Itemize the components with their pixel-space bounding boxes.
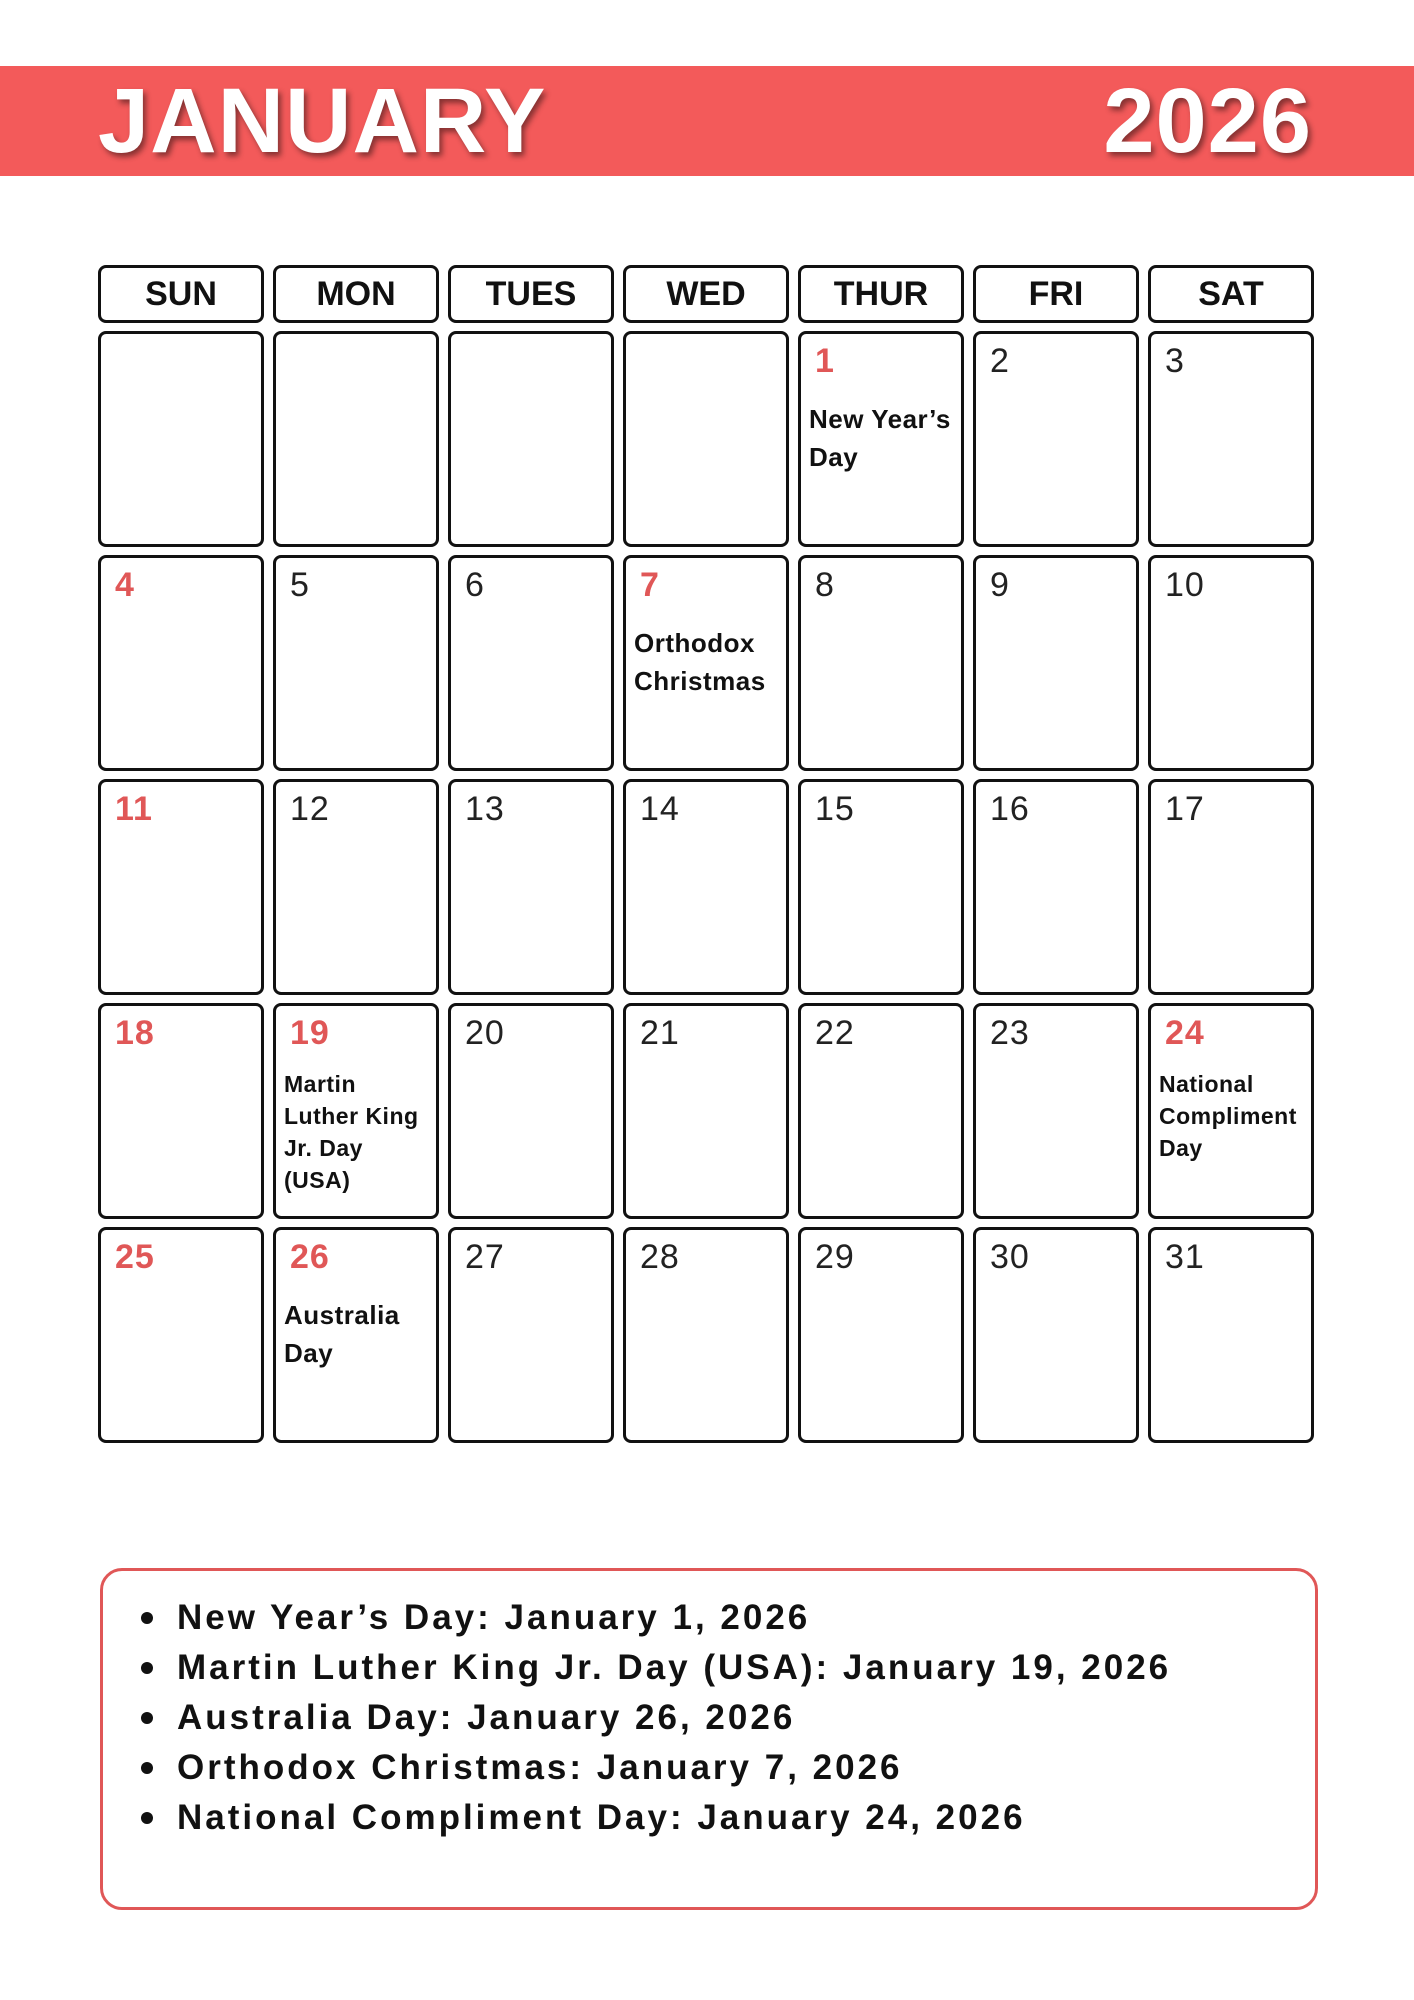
day-cell: [973, 1003, 1139, 1219]
day-number: 12: [290, 790, 330, 828]
day-cell: [798, 1003, 964, 1219]
calendar-weeks: [98, 331, 1316, 1443]
month-banner: [0, 66, 1414, 176]
bullet-icon: [141, 1812, 153, 1824]
day-cell: [798, 779, 964, 995]
day-number: 14: [640, 790, 680, 828]
weekday-wed: WED: [623, 265, 789, 323]
day-cell: [798, 331, 964, 547]
weekday-sun: SUN: [98, 265, 264, 323]
day-event: Australia Day: [284, 1300, 400, 1368]
day-number: 2: [990, 342, 1010, 380]
day-cell: [273, 555, 439, 771]
holiday-text: Orthodox Christmas: January 7, 2026: [177, 1748, 903, 1787]
day-cell: [623, 779, 789, 995]
day-number: 22: [815, 1014, 855, 1052]
day-cell: [973, 331, 1139, 547]
day-number: 25: [115, 1238, 155, 1276]
day-cell: [1148, 331, 1314, 547]
day-cell: [1148, 779, 1314, 995]
holiday-list-item: [133, 1743, 1171, 1793]
bullet-icon: [141, 1762, 153, 1774]
day-number: 11: [115, 790, 153, 828]
day-event: New Year’s Day: [809, 404, 951, 472]
holiday-text: National Compliment Day: January 24, 2026: [177, 1798, 1026, 1837]
weekday-sat: SAT: [1148, 265, 1314, 323]
day-number: 28: [640, 1238, 680, 1276]
holiday-list-box: [100, 1568, 1318, 1910]
day-cell: [448, 1003, 614, 1219]
day-number: 21: [640, 1014, 680, 1052]
bullet-icon: [141, 1712, 153, 1724]
day-cell: [448, 1227, 614, 1443]
day-cell: [448, 555, 614, 771]
day-cell: [98, 779, 264, 995]
day-number: 7: [640, 566, 660, 604]
day-cell: [448, 779, 614, 995]
day-number: 19: [290, 1014, 330, 1052]
day-number: 24: [1165, 1014, 1205, 1052]
day-cell: [448, 331, 614, 547]
day-cell: [623, 1003, 789, 1219]
day-cell: [273, 1227, 439, 1443]
holiday-text: Martin Luther King Jr. Day (USA): January 19, 2026: [177, 1648, 1172, 1687]
day-cell: [623, 555, 789, 771]
holiday-list-item: [133, 1693, 1171, 1743]
bullet-icon: [141, 1612, 153, 1624]
day-number: 27: [465, 1238, 505, 1276]
day-cell: [973, 1227, 1139, 1443]
day-cell: [973, 555, 1139, 771]
day-cell: [1148, 555, 1314, 771]
day-number: 8: [815, 566, 835, 604]
day-number: 29: [815, 1238, 855, 1276]
bullet-icon: [141, 1662, 153, 1674]
month-title: JANUARY: [98, 70, 547, 172]
day-number: 5: [290, 566, 310, 604]
day-cell: [98, 331, 264, 547]
day-cell: [98, 1227, 264, 1443]
holiday-text: New Year’s Day: January 1, 2026: [177, 1598, 811, 1637]
day-number: 9: [990, 566, 1010, 604]
day-cell: [623, 1227, 789, 1443]
weekday-fri: FRI: [973, 265, 1139, 323]
day-cell: [623, 331, 789, 547]
holiday-text: Australia Day: January 26, 2026: [177, 1698, 796, 1737]
day-number: 30: [990, 1238, 1030, 1276]
holiday-list: [133, 1593, 1171, 1843]
day-cell: [798, 555, 964, 771]
day-number: 20: [465, 1014, 505, 1052]
day-number: 13: [465, 790, 505, 828]
day-cell: [98, 1003, 264, 1219]
day-number: 17: [1165, 790, 1205, 828]
year-title: 2026: [1103, 70, 1312, 172]
holiday-list-item: [133, 1793, 1171, 1843]
day-event: Orthodox Christmas: [634, 628, 766, 696]
weekday-header-row: [98, 265, 1316, 323]
day-number: 18: [115, 1014, 155, 1052]
weekday-thur: THUR: [798, 265, 964, 323]
day-cell: [973, 779, 1139, 995]
day-event: National Compliment Day: [1159, 1071, 1297, 1161]
day-number: 4: [115, 566, 135, 604]
day-cell: [273, 779, 439, 995]
day-number: 31: [1165, 1238, 1205, 1276]
day-number: 26: [290, 1238, 330, 1276]
day-number: 16: [990, 790, 1030, 828]
holiday-list-item: [133, 1593, 1171, 1643]
day-number: 6: [465, 566, 485, 604]
day-number: 1: [815, 342, 835, 380]
day-cell: [273, 331, 439, 547]
day-event: Martin Luther King Jr. Day (USA): [284, 1071, 419, 1193]
weekday-tues: TUES: [448, 265, 614, 323]
day-number: 23: [990, 1014, 1030, 1052]
holiday-list-item: [133, 1643, 1171, 1693]
day-cell: [273, 1003, 439, 1219]
day-cell: [798, 1227, 964, 1443]
calendar-grid: [98, 265, 1316, 1443]
day-cell: [1148, 1227, 1314, 1443]
weekday-mon: MON: [273, 265, 439, 323]
day-number: 15: [815, 790, 855, 828]
day-cell: [98, 555, 264, 771]
day-number: 10: [1165, 566, 1205, 604]
day-cell: [1148, 1003, 1314, 1219]
day-number: 3: [1165, 342, 1185, 380]
